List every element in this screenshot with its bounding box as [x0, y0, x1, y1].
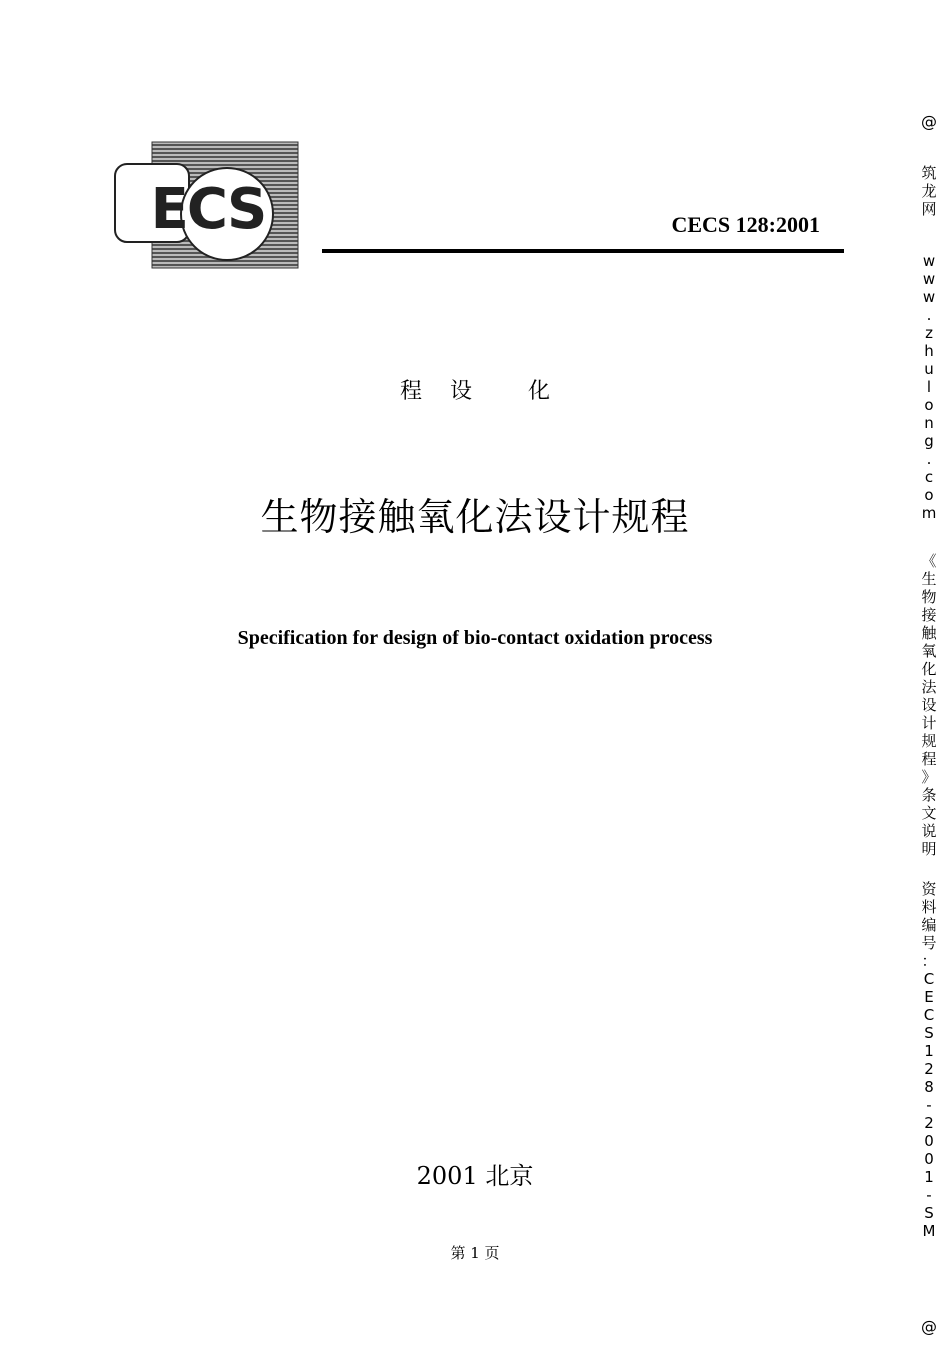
sidebar-char: 触: [921, 624, 937, 642]
standard-code: CECS 128:2001: [671, 212, 820, 237]
sidebar-char: 法: [921, 678, 937, 696]
sidebar-char: C: [923, 970, 935, 988]
sidebar-char: 2: [924, 1060, 934, 1078]
place-year: 2001 北京: [416, 1162, 534, 1190]
sidebar-char: o: [924, 486, 934, 504]
sidebar-char: w: [922, 288, 936, 306]
sidebar-char: -: [926, 1096, 932, 1114]
sidebar-top-mark: @: [921, 112, 937, 131]
sidebar-watermark: [912, 112, 946, 1337]
sidebar-char: 龙: [921, 182, 937, 200]
sidebar-char: m: [921, 504, 937, 522]
sidebar-ref-code: [923, 970, 936, 1240]
sidebar-site-name: [921, 164, 936, 218]
logo-letters: ECS: [150, 177, 266, 242]
sidebar-url: [922, 252, 937, 522]
sidebar-char: 计: [921, 714, 937, 732]
sidebar-char: 资: [921, 880, 937, 898]
page-number: 第 1 页: [450, 1244, 500, 1262]
sidebar-char: w: [922, 252, 936, 270]
sidebar-char: l: [926, 378, 932, 396]
sidebar-char: 号: [921, 934, 937, 952]
sidebar-char: g: [924, 432, 934, 450]
sidebar-char: 程: [921, 750, 937, 768]
series-label: [0, 374, 950, 405]
sidebar-char: 氧: [921, 642, 937, 660]
sidebar-char: .: [926, 306, 932, 324]
sidebar-char: 接: [921, 606, 937, 624]
series-char-3: 化: [528, 379, 551, 404]
sidebar-char: 0: [924, 1150, 934, 1168]
sidebar-char: 生: [921, 570, 937, 588]
sidebar-char: 物: [921, 588, 937, 606]
sidebar-char: -: [926, 1186, 932, 1204]
cecs-logo: [112, 140, 300, 270]
sidebar-char: n: [924, 414, 934, 432]
sidebar-char: ：: [921, 952, 937, 970]
sidebar-char: o: [924, 396, 934, 414]
series-char-1: 程: [399, 379, 422, 404]
sidebar-char: z: [925, 324, 933, 342]
header-rule: [322, 249, 844, 253]
sidebar-char: 》: [921, 768, 937, 786]
series-char-2: 设: [449, 379, 472, 404]
sidebar-char: E: [924, 988, 934, 1006]
sidebar-bottom-mark: @: [921, 1317, 937, 1336]
sidebar-char: 规: [921, 732, 937, 750]
sidebar-char: 文: [921, 804, 937, 822]
sidebar-char: 筑: [921, 164, 937, 182]
sidebar-char: S: [924, 1204, 934, 1222]
sidebar-char: S: [924, 1024, 934, 1042]
sidebar-char: 2: [924, 1114, 934, 1132]
sidebar-char: w: [922, 270, 936, 288]
sidebar-char: 8: [924, 1078, 934, 1096]
sidebar-char: u: [924, 360, 934, 378]
sidebar-char: 化: [921, 660, 937, 678]
sidebar-char: h: [924, 342, 934, 360]
sidebar-char: 明: [921, 840, 937, 858]
sidebar-char: 编: [921, 916, 937, 934]
sidebar-char: 《: [921, 552, 937, 570]
sidebar-char: 料: [921, 898, 937, 916]
sidebar-char: 说: [921, 822, 937, 840]
sidebar-char: 设: [921, 696, 937, 714]
sidebar-char: 1: [924, 1042, 934, 1060]
sidebar-char: 0: [924, 1132, 934, 1150]
sidebar-doc-title: [921, 552, 936, 858]
sidebar-char: 条: [921, 786, 937, 804]
sidebar-char: 网: [921, 200, 937, 218]
sidebar-char: c: [924, 468, 934, 486]
sidebar-char: .: [926, 450, 932, 468]
sidebar-char: M: [922, 1222, 936, 1240]
sidebar-char: C: [923, 1006, 935, 1024]
title-english: Specification for design of bio-contact oxidation process: [237, 627, 713, 649]
title-chinese: 生物接触氧化法设计规程: [260, 495, 690, 539]
sidebar-ref-label: [921, 880, 936, 970]
sidebar-char: 1: [924, 1168, 934, 1186]
